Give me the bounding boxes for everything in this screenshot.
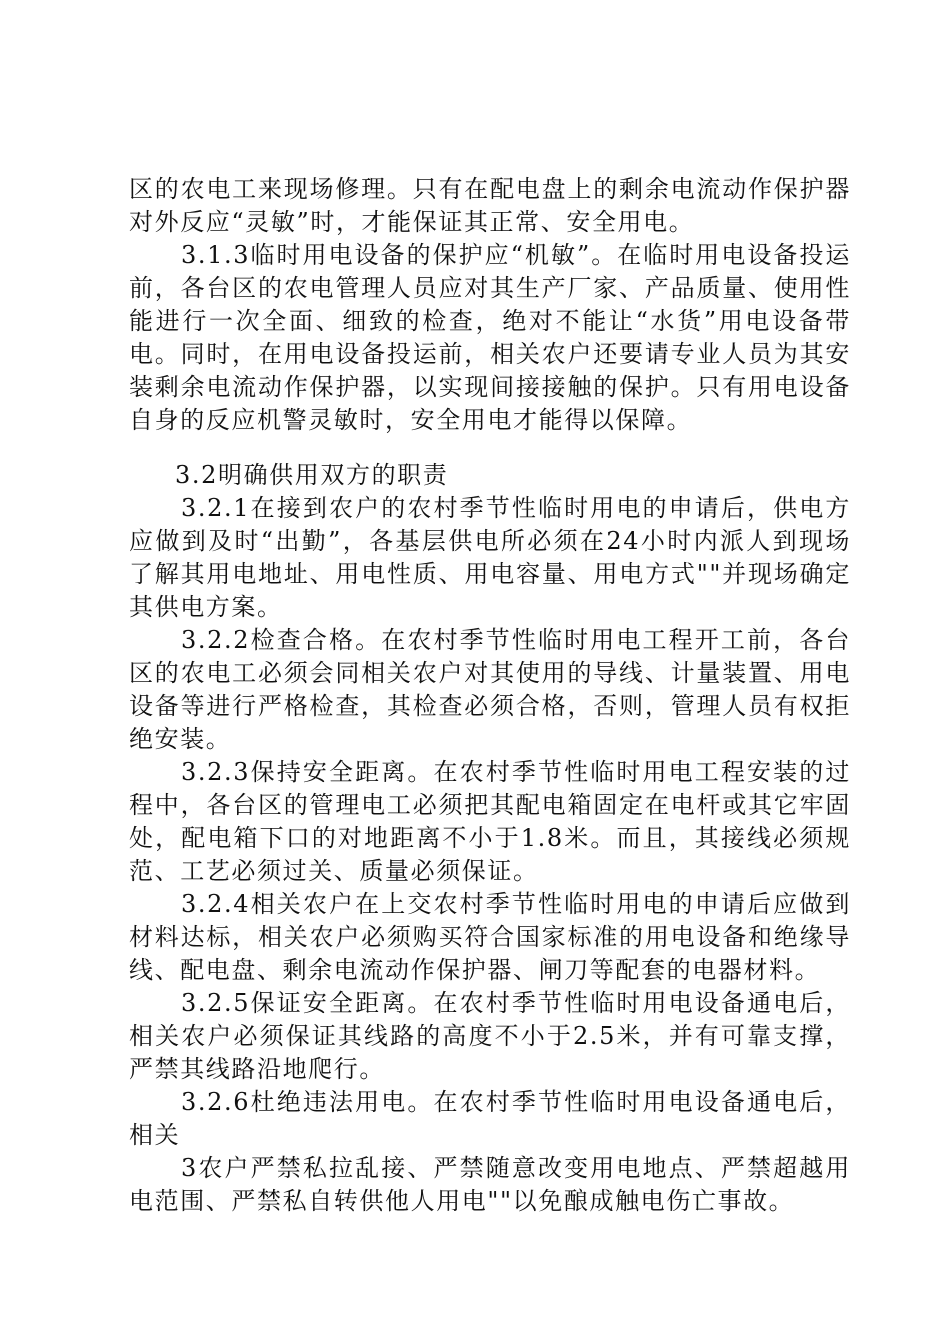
document-body bbox=[129, 173, 851, 1218]
paragraph-3-2-5: 3.2.5保证安全距离。在农村季节性临时用电设备通电后，相关农户必须保证其线路的高度不小于2.5米，并有可靠支撑，严禁其线路沿地爬行。 bbox=[129, 989, 851, 1083]
paragraph-3-2-2: 3.2.2检查合格。在农村季节性临时用电工程开工前，各台区的农电工必须会同相关农户对其使用的导线、计量装置、用电设备等进行严格检查，其检查必须合格，否则，管理人员有权拒绝安装。 bbox=[129, 626, 851, 753]
paragraph-3-2-6: 3.2.6杜绝违法用电。在农村季节性临时用电设备通电后，相关 bbox=[129, 1088, 851, 1149]
paragraph-3-2-6-continued: 3农户严禁私拉乱接、严禁随意改变用电地点、严禁超越用电范围、严禁私自转供他人用电""以免酿成触电伤亡事故。 bbox=[129, 1154, 851, 1215]
section-heading-3-2: 3.2明确供用双方的职责 bbox=[175, 461, 449, 489]
section-spacer bbox=[129, 437, 851, 459]
paragraph-3-2-4: 3.2.4相关农户在上交农村季节性临时用电的申请后应做到材料达标，相关农户必须购买符合国家标准的用电设备和绝缘导线、配电盘、剩余电流动作保护器、闸刀等配套的电器材料。 bbox=[129, 890, 851, 984]
paragraph-3-2-3: 3.2.3保持安全距离。在农村季节性临时用电工程安装的过程中，各台区的管理电工必须把其配电箱固定在电杆或其它牢固处，配电箱下口的对地距离不小于1.8米。而且，其接线必须规范、工艺必须过关、质量必须保证。 bbox=[129, 758, 851, 885]
paragraph-continuation: 区的农电工来现场修理。只有在配电盘上的剩余电流动作保护器对外反应“灵敏”时，才能保证其正常、安全用电。 bbox=[129, 175, 851, 236]
paragraph-3-1-3: 3.1.3临时用电设备的保护应“机敏”。在临时用电设备投运前，各台区的农电管理人员应对其生产厂家、产品质量、使用性能进行一次全面、细致的检查，绝对不能让“水货”用电设备带电。同时，在用电设备投运前，相关农户还要请专业人员为其安装剩余电流动作保护器，以实现间接接触的保护。只有用电设备自身的反应机警灵敏时，安全用电才能得以保障。 bbox=[129, 241, 851, 434]
paragraph-3-2-1: 3.2.1在接到农户的农村季节性临时用电的申请后，供电方应做到及时“出勤”，各基层供电所必须在24小时内派人到现场了解其用电地址、用电性质、用电容量、用电方式""并现场确定其供电方案。 bbox=[129, 494, 851, 621]
